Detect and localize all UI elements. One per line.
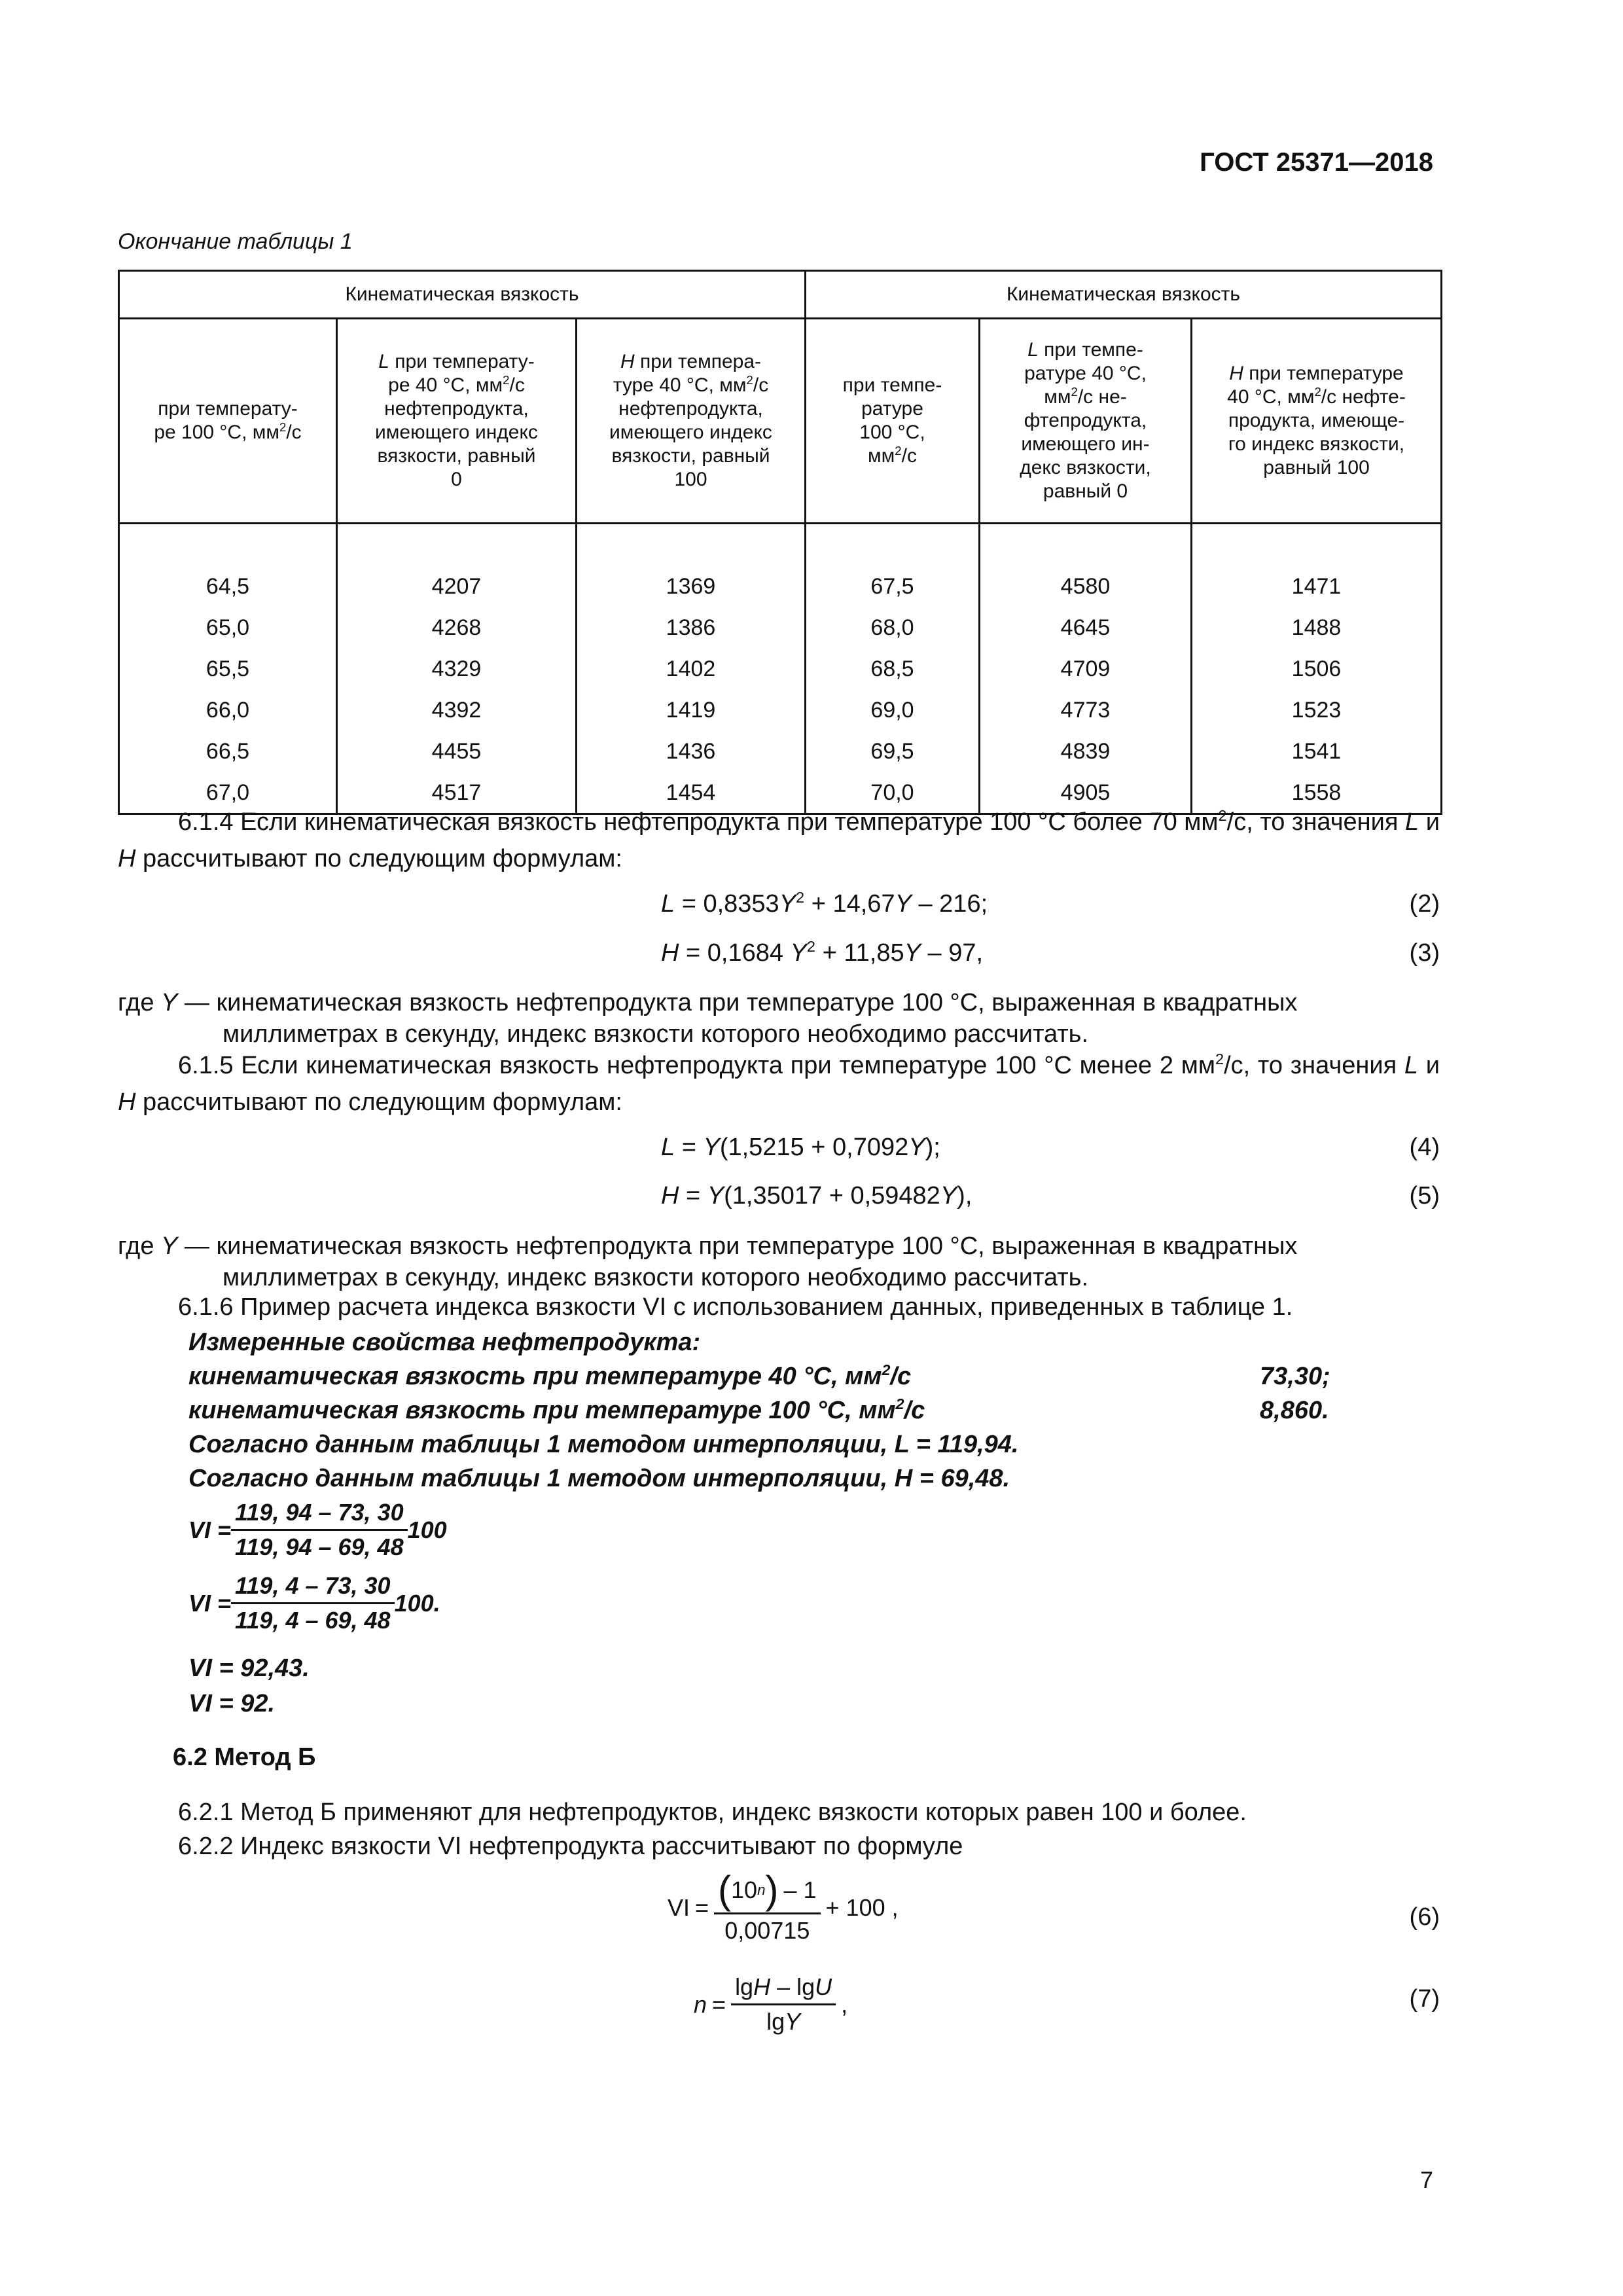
equation-number-4: (4): [1409, 1134, 1440, 1161]
page-number: 7: [1419, 2166, 1433, 2193]
cell: 1369: [577, 565, 806, 607]
vi-result-2: VI = 92.: [188, 1690, 276, 1717]
table-row: [806, 607, 1442, 648]
cell: 4455: [337, 730, 577, 772]
cell: 4645: [980, 607, 1192, 648]
cell: 1541: [1192, 730, 1442, 772]
formula-2: $L = 0,8353Y^2 + 14,67Y - 216$;: [661, 888, 988, 918]
table-row: [119, 730, 806, 772]
measured-properties-label: Измеренные свойства нефтепродукта:: [188, 1329, 701, 1356]
kv100-label: кинематическая вязкость при температуре 100 °С, $мм^2/с$: [188, 1395, 925, 1424]
formula-6: VI = ( 10 n ) – 1 0,00715 + 100 ,: [668, 1868, 899, 1944]
table-row: [806, 565, 1442, 607]
cell: 66,0: [119, 689, 337, 730]
cell: 1436: [577, 730, 806, 772]
cell: 1488: [1192, 607, 1442, 648]
where-clause-2: где Y — кинематическая вязкость нефтепродукта при температуре 100 °С, выраженная в квадратных миллиметрах в секунду, индекс вязкости которого необходимо рассчитать.: [118, 1232, 1298, 1291]
table-row: [119, 648, 806, 689]
formula-4: L = Y(1,5215 + 0,7092Y);: [661, 1134, 940, 1161]
kv100-value: 8,860.: [1260, 1397, 1329, 1424]
cell: 66,5: [119, 730, 337, 772]
cell: 4268: [337, 607, 577, 648]
cell: 4207: [337, 565, 577, 607]
kv40-label: кинематическая вязкость при температуре 40 °С, $мм^2/с$: [188, 1361, 912, 1390]
cell: 4905: [980, 772, 1192, 814]
cell: 65,5: [119, 648, 337, 689]
cell: 4517: [337, 772, 577, 814]
viscosity-table-right: [804, 270, 1442, 815]
cell: 64,5: [119, 565, 337, 607]
group-header-right: Кинематическая вязкость: [806, 271, 1442, 319]
cell: 4392: [337, 689, 577, 730]
table-row: [119, 607, 806, 648]
interpolation-l: Согласно данным таблицы 1 методом интерполяции, L = 119,94.: [188, 1431, 1019, 1458]
col-header-kv100: при температу- ре 100 °С, $мм^2/с$: [119, 319, 337, 524]
formula-7-fraction: $\frac{\lg H - \lg U}{\lg Y}$: [731, 1973, 836, 2036]
cell: 1471: [1192, 565, 1442, 607]
cell: 68,5: [806, 648, 980, 689]
cell: 1558: [1192, 772, 1442, 814]
cell: 1506: [1192, 648, 1442, 689]
cell: 65,0: [119, 607, 337, 648]
col-header-h40-right: H при температуре 40 °С, $мм^2/с$ нефте- продукта, имеюще- го индекс вязкости, равный 100: [1192, 319, 1442, 524]
col-header-l40-right: L при темпе- ратуре 40 °С, $мм^2/с$ не- фтепродукта, имеющего ин- декс вязкости, равный 0: [980, 319, 1192, 524]
table-row: [119, 689, 806, 730]
paragraph-6-1-5: 6.1.5 Если кинематическая вязкость нефтепродукта при температуре 100 °С менее 2 $мм^2/с$, то значения L и H рассчитывают по следующим формулам:: [118, 1050, 1440, 1116]
cell: 4773: [980, 689, 1192, 730]
cell: 67,0: [119, 772, 337, 814]
cell: 4709: [980, 648, 1192, 689]
paragraph-6-2-2: 6.2.2 Индекс вязкости VI нефтепродукта рассчитывают по формуле: [178, 1833, 963, 1860]
formula-6-fraction: ( 10 n ) – 1 0,00715: [714, 1871, 820, 1945]
vi-fraction-2: $\frac{119, 4 - 73, 30}{119, 4 - 69, 48}$: [231, 1572, 395, 1634]
interpolation-h: Согласно данным таблицы 1 методом интерполяции, H = 69,48.: [188, 1465, 1010, 1492]
col-header-l40: L при температу- ре 40 °С, $мм^2/с$ нефтепродукта, имеющего индекс вязкости, равный 0: [337, 319, 577, 524]
kv40-value: 73,30;: [1260, 1363, 1330, 1390]
formula-5: H = Y(1,35017 + 0,59482Y),: [661, 1182, 972, 1210]
equation-number-3: (3): [1409, 939, 1440, 967]
table-row: [119, 565, 806, 607]
vi-formula-1: VI = $\frac{119, 94 - 73, 30}{119, 94 - 69, 48}$ 100: [188, 1499, 447, 1560]
col-header-kv100-right: при темпе- ратуре 100 °С, $мм^2/с$: [806, 319, 980, 524]
cell: 68,0: [806, 607, 980, 648]
cell: 70,0: [806, 772, 980, 814]
table-caption: Окончание таблицы 1: [118, 229, 353, 254]
cell: 69,5: [806, 730, 980, 772]
vi-result-1: VI = 92,43.: [188, 1655, 310, 1682]
cell: 4839: [980, 730, 1192, 772]
paragraph-6-2-1: 6.2.1 Метод Б применяют для нефтепродуктов, индекс вязкости которых равен 100 и более.: [178, 1799, 1247, 1826]
equation-number-2: (2): [1409, 890, 1440, 918]
cell: 4580: [980, 565, 1192, 607]
paragraph-6-1-4: 6.1.4 Если кинематическая вязкость нефтепродукта при температуре 100 °С более 70 $мм^2/с$, то значения L и H рассчитывают по следующим формулам:: [118, 806, 1440, 872]
formula-7: n = $\frac{\lg H - \lg U}{\lg Y}$ ,: [694, 1973, 848, 2035]
paragraph-6-1-6: 6.1.6 Пример расчета индекса вязкости VI с использованием данных, приведенных в таблице 1.: [178, 1293, 1293, 1321]
formula-3: H = 0,1684 $Y^2 + 11,85Y - 97$,: [661, 937, 984, 967]
cell: 1402: [577, 648, 806, 689]
equation-number-5: (5): [1409, 1182, 1440, 1210]
group-header-left: Кинематическая вязкость: [119, 271, 806, 319]
table-row: [806, 730, 1442, 772]
col-header-h40: H при темпера- туре 40 °С, $мм^2/с$ нефтепродукта, имеющего индекс вязкости, равный 100: [577, 319, 806, 524]
viscosity-table-left: [118, 270, 806, 815]
standard-number: ГОСТ 25371—2018: [1200, 148, 1433, 177]
cell: 4329: [337, 648, 577, 689]
table-row: [806, 648, 1442, 689]
vi-fraction-1: $\frac{119, 94 - 73, 30}{119, 94 - 69, 48}$: [231, 1499, 408, 1561]
cell: 69,0: [806, 689, 980, 730]
cell: 1523: [1192, 689, 1442, 730]
table-row: [806, 689, 1442, 730]
section-heading-6-2: 6.2 Метод Б: [173, 1744, 316, 1771]
cell: 1386: [577, 607, 806, 648]
vi-formula-2: VI = $\frac{119, 4 - 73, 30}{119, 4 - 69, 48}$ 100.: [188, 1572, 440, 1634]
cell: 1454: [577, 772, 806, 814]
cell: 67,5: [806, 565, 980, 607]
equation-number-6: (6): [1409, 1903, 1440, 1931]
where-clause-1: где Y — кинематическая вязкость нефтепродукта при температуре 100 °С, выраженная в квадратных миллиметрах в секунду, индекс вязкости которого необходимо рассчитать.: [118, 989, 1298, 1048]
equation-number-7: (7): [1409, 1985, 1440, 2013]
cell: 1419: [577, 689, 806, 730]
